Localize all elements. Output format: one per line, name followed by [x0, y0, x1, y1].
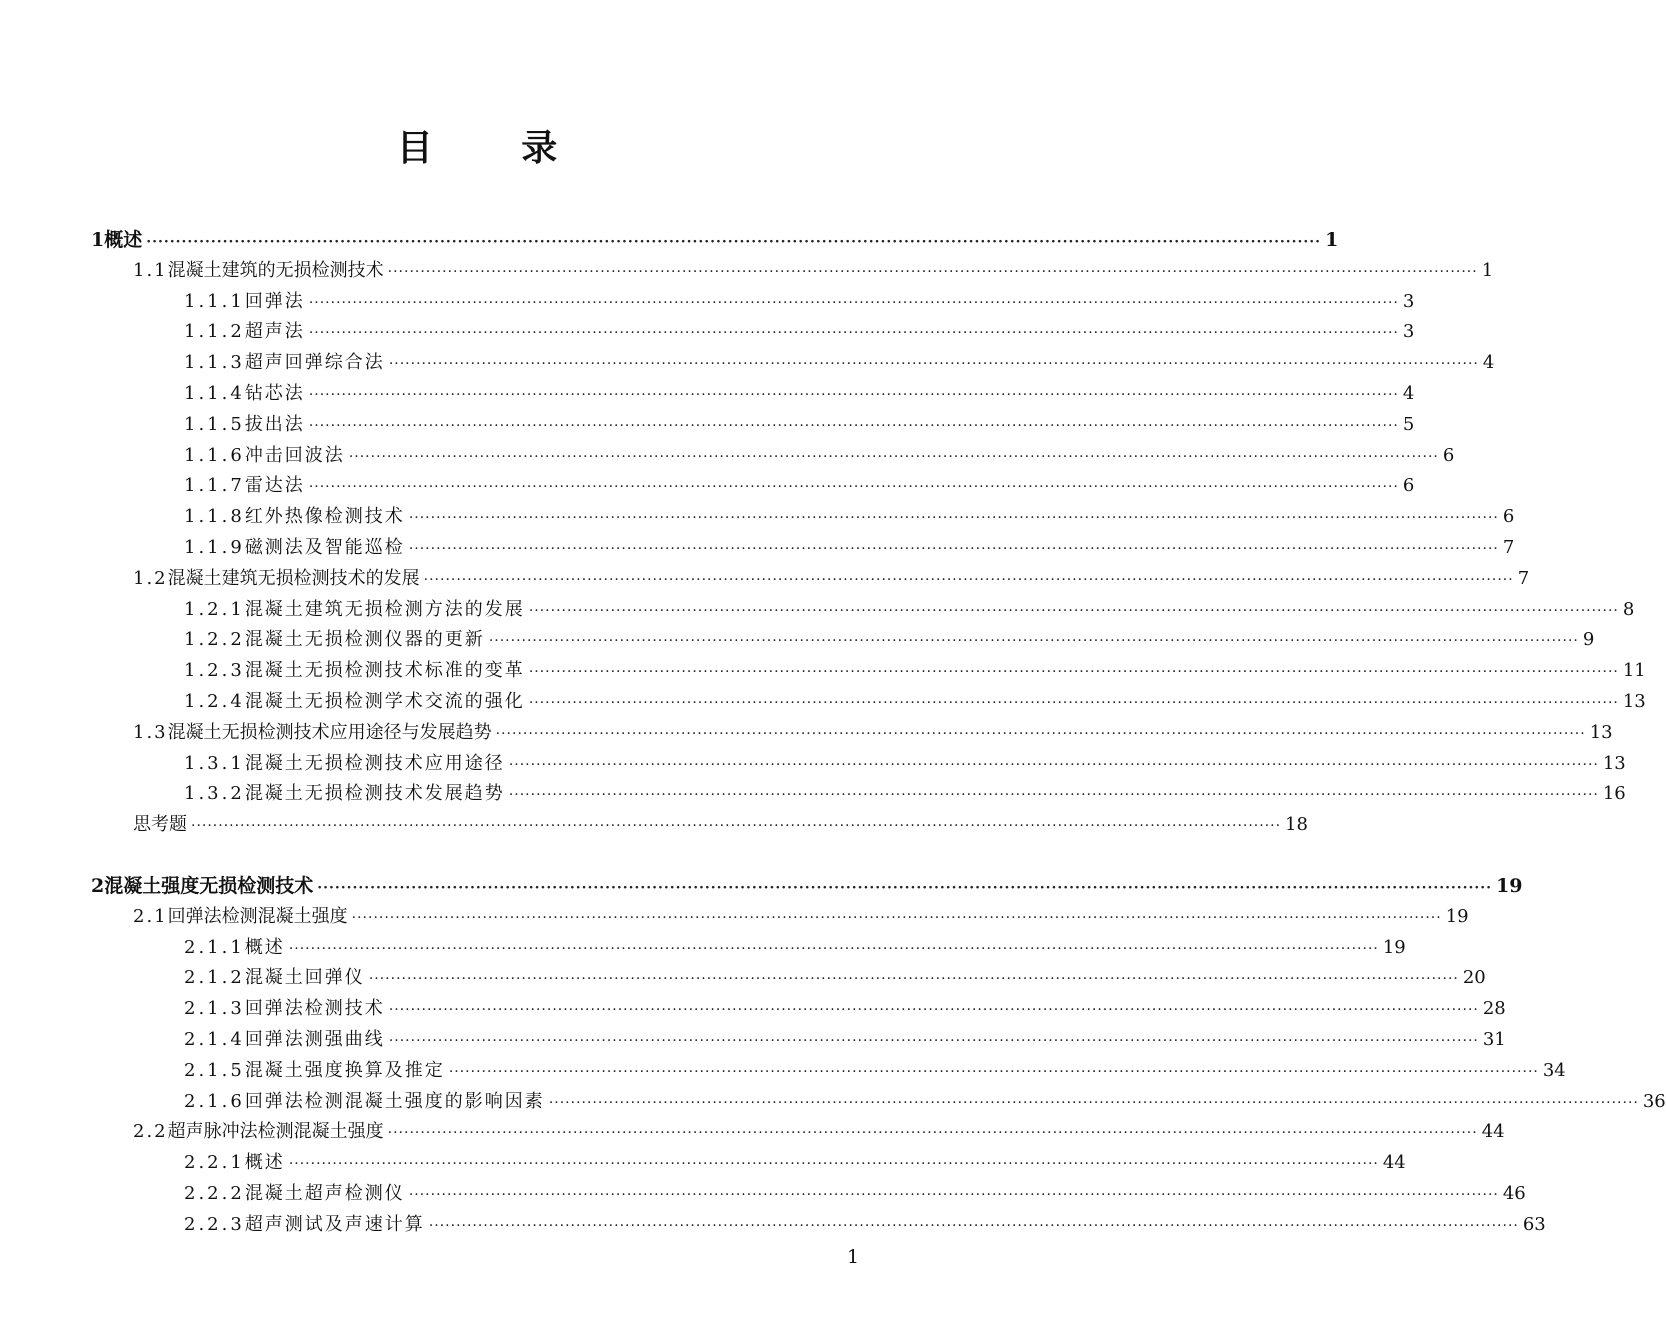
dot-leader: ········································································································································································································ [308, 294, 1399, 311]
toc-entry-number: 2.1.2 [184, 967, 245, 989]
dot-leader: ········································································································································································································ [288, 1156, 1379, 1173]
dot-leader: ········································································································································································································ [548, 1094, 1639, 1111]
toc-entry [184, 1025, 1506, 1055]
toc-entry-title: 混凝土回弹仪 [244, 967, 365, 989]
toc-entry-page: 19 [1382, 936, 1406, 958]
toc-entry [184, 933, 1406, 963]
dot-leader: ········································································································································································································ [146, 234, 1322, 250]
toc-entry-number: 1.1 [133, 259, 168, 281]
toc-entry [133, 902, 1469, 932]
toc-entry-page: 8 [1622, 598, 1635, 620]
toc-entry-number: 2.1.6 [184, 1090, 245, 1112]
toc-entry-title: 磁测法及智能巡检 [244, 537, 405, 558]
toc-entry-page: 5 [1402, 413, 1415, 435]
toc-entry-title: 钻芯法 [244, 383, 305, 404]
toc-entry-title: 雷达法 [244, 475, 305, 497]
toc-entry-number: 2.1.1 [184, 936, 245, 958]
toc-entry-title: 思考题 [133, 814, 187, 836]
dot-leader: ········································································································································································································ [488, 633, 1579, 650]
toc-entry-number: 1.1.2 [184, 321, 245, 343]
toc-entry-title: 混凝土无损检测技术发展趋势 [244, 783, 505, 805]
toc-entry-number: 1.1.3 [184, 352, 245, 374]
toc-entry [91, 871, 1523, 901]
toc-entry-title: 回弹法 [244, 290, 305, 312]
toc-entry-page: 9 [1582, 629, 1595, 651]
toc-entry [184, 287, 1415, 317]
toc-entry [184, 994, 1506, 1024]
toc-entry [184, 963, 1486, 993]
toc-entry [184, 410, 1415, 440]
toc-entry-number: 2 [91, 875, 105, 897]
dot-leader: ········································································································································································································ [387, 1125, 1478, 1142]
toc-entry [184, 471, 1415, 501]
toc-entry [184, 317, 1415, 347]
toc-entry-number: 1.3.2 [184, 783, 245, 805]
dot-leader: ········································································································································································································ [388, 1002, 1479, 1019]
toc-entry-number: 2.1.4 [184, 1029, 245, 1050]
toc-entry-title: 回弹法检测混凝土强度 [167, 905, 348, 927]
toc-entry-page: 1 [1325, 229, 1339, 251]
toc-entry-title: 混凝土无损检测技术应用途径与发展趋势 [167, 721, 492, 743]
toc-entry-page: 6 [1502, 506, 1515, 528]
toc-entry-page: 3 [1402, 290, 1415, 312]
dot-leader: ········································································································································································································ [308, 387, 1399, 403]
toc-entry-page: 7 [1517, 567, 1530, 589]
toc-entry-title: 混凝土无损检测学术交流的强化 [244, 691, 525, 712]
toc-entry-page: 6 [1442, 444, 1455, 466]
page-title: 目 录 [396, 127, 596, 169]
toc-entry-page: 11 [1622, 660, 1646, 682]
toc-entry-number: 1 [91, 229, 105, 251]
toc-entry-number: 2.1.3 [184, 998, 245, 1020]
toc-entry [184, 441, 1455, 471]
toc-entry [133, 810, 1308, 840]
toc-entry [184, 502, 1515, 532]
dot-leader: ········································································································································································································ [508, 787, 1599, 804]
toc-entry [184, 625, 1595, 655]
toc-entry-title: 概述 [244, 936, 285, 958]
toc-entry-title: 概述 [104, 229, 143, 251]
dot-leader: ········································································································································································································ [528, 695, 1619, 711]
dot-leader: ········································································································································································································ [408, 1187, 1499, 1203]
toc-entry-number: 2.2.2 [184, 1183, 245, 1204]
toc-entry-number: 1.2.4 [184, 691, 245, 712]
toc-entry-title: 混凝土强度换算及推定 [244, 1059, 445, 1081]
toc-entry [184, 1056, 1566, 1086]
toc-entry-page: 36 [1642, 1090, 1666, 1112]
dot-leader: ········································································································································································································ [288, 940, 1379, 957]
toc-entry-page: 44 [1382, 1152, 1406, 1174]
toc-entry-page: 4 [1402, 383, 1415, 404]
toc-entry-page: 28 [1482, 998, 1506, 1020]
toc-entry [133, 256, 1494, 286]
toc-entry-title: 超声测试及声速计算 [244, 1213, 425, 1235]
toc-entry-page: 13 [1622, 691, 1646, 712]
toc-entry-page: 31 [1482, 1029, 1506, 1050]
toc-entry-number: 1.1.4 [184, 383, 245, 404]
toc-entry [184, 779, 1626, 809]
toc-entry-title: 混凝土强度无损检测技术 [104, 875, 314, 897]
dot-leader: ········································································································································································································ [308, 325, 1399, 342]
toc-entry-page: 20 [1462, 967, 1486, 989]
toc-entry-page: 1 [1481, 259, 1494, 281]
dot-leader: ········································································································································································································ [387, 263, 1478, 280]
dot-leader: ········································································································································································································ [508, 756, 1599, 773]
toc-entry-title: 回弹法测强曲线 [244, 1029, 385, 1050]
toc-entry-title: 混凝土无损检测技术标准的变革 [244, 660, 525, 682]
toc-entry [184, 1179, 1526, 1209]
toc-entry-title: 超声回弹综合法 [244, 352, 385, 374]
toc-entry-number: 2.2 [133, 1121, 168, 1143]
toc-entry-page: 46 [1502, 1183, 1526, 1204]
dot-leader: ········································································································································································································ [423, 571, 1514, 588]
dot-leader: ········································································································································································································ [388, 1033, 1479, 1049]
toc-entry-number: 1.2.1 [184, 598, 245, 620]
toc-entry [184, 379, 1415, 409]
toc-entry [184, 595, 1635, 625]
toc-entry-page: 13 [1602, 752, 1626, 774]
toc-entry-title: 超声脉冲法检测混凝土强度 [167, 1121, 384, 1143]
dot-leader: ········································································································································································································ [351, 909, 1442, 926]
dot-leader: ········································································································································································································ [308, 479, 1399, 496]
dot-leader: ········································································································································································································ [408, 510, 1499, 527]
toc-entry-title: 混凝土建筑的无损检测技术 [167, 259, 384, 281]
toc-entry-number: 1.1.7 [184, 475, 245, 497]
toc-entry-number: 2.2.1 [184, 1152, 245, 1174]
toc-entry [133, 564, 1530, 594]
dot-leader: ········································································································································································································ [428, 1217, 1519, 1234]
toc-entry-page: 4 [1482, 352, 1495, 374]
toc-entry-page: 19 [1445, 905, 1469, 927]
toc-entry-page: 34 [1542, 1059, 1566, 1081]
toc-entry-number: 2.1 [133, 905, 168, 927]
dot-leader: ········································································································································································································ [528, 602, 1619, 619]
toc-entry-number: 1.2.2 [184, 629, 245, 651]
toc-entry [184, 1148, 1406, 1178]
toc-entry-page: 19 [1496, 875, 1523, 897]
toc-entry-number: 1.1.5 [184, 413, 245, 435]
toc-entry-page: 13 [1589, 721, 1613, 743]
toc-entry-page: 18 [1285, 814, 1308, 836]
toc-entry-page: 7 [1502, 537, 1515, 558]
toc-entry-page: 6 [1402, 475, 1415, 497]
toc-entry-title: 混凝土无损检测技术应用途径 [244, 752, 505, 774]
dot-leader: ········································································································································································································ [448, 1063, 1539, 1080]
dot-leader: ········································································································································································································ [317, 880, 1493, 896]
toc-entry [184, 749, 1626, 779]
toc-entry-number: 1.2.3 [184, 660, 245, 682]
toc-entry [133, 1117, 1505, 1147]
toc-entry-number: 1.1.6 [184, 444, 245, 466]
toc-entry-number: 2.2.3 [184, 1213, 245, 1235]
page-number: 1 [846, 1246, 860, 1268]
toc-entry-title: 冲击回波法 [244, 444, 345, 466]
toc-entry-page: 44 [1481, 1121, 1505, 1143]
toc-entry [91, 225, 1339, 255]
dot-leader: ········································································································································································································ [495, 725, 1586, 742]
toc-entry-title: 混凝土超声检测仪 [244, 1183, 405, 1204]
dot-leader: ········································································································································································································ [191, 818, 1282, 835]
toc-entry [184, 687, 1646, 717]
dot-leader: ········································································································································································································ [388, 356, 1479, 373]
dot-leader: ········································································································································································································ [408, 541, 1499, 557]
dot-leader: ········································································································································································································ [348, 448, 1439, 465]
dot-leader: ········································································································································································································ [528, 664, 1619, 681]
toc-entry-title: 超声法 [244, 321, 305, 343]
toc-entry [133, 718, 1613, 748]
toc-entry-number: 1.2 [133, 567, 168, 589]
toc-entry-number: 1.1.9 [184, 537, 245, 558]
toc-entry-title: 混凝土建筑无损检测方法的发展 [244, 598, 525, 620]
toc-entry-title: 混凝土无损检测仪器的更新 [244, 629, 485, 651]
toc-entry-number: 1.1.1 [184, 290, 245, 312]
toc-entry-title: 红外热像检测技术 [244, 506, 405, 528]
toc-entry-number: 1.1.8 [184, 506, 245, 528]
toc-entry [184, 656, 1646, 686]
toc-entry-page: 3 [1402, 321, 1415, 343]
toc-entry-number: 2.1.5 [184, 1059, 245, 1081]
toc-entry [184, 1210, 1546, 1240]
toc-entry [184, 1087, 1666, 1117]
dot-leader: ········································································································································································································ [308, 417, 1399, 434]
toc-entry-page: 63 [1522, 1213, 1546, 1235]
dot-leader: ········································································································································································································ [368, 971, 1459, 988]
toc-entry-title: 混凝土建筑无损检测技术的发展 [167, 567, 420, 589]
toc-entry [184, 533, 1515, 563]
toc-entry-title: 回弹法检测技术 [244, 998, 385, 1020]
toc-entry-number: 1.3 [133, 721, 168, 743]
toc-entry-title: 拔出法 [244, 413, 305, 435]
toc-entry-title: 回弹法检测混凝土强度的影响因素 [244, 1090, 545, 1112]
toc-entry-title: 概述 [244, 1152, 285, 1174]
toc-entry-number: 1.3.1 [184, 752, 245, 774]
toc-entry-page: 16 [1602, 783, 1626, 805]
toc-entry [184, 348, 1495, 378]
